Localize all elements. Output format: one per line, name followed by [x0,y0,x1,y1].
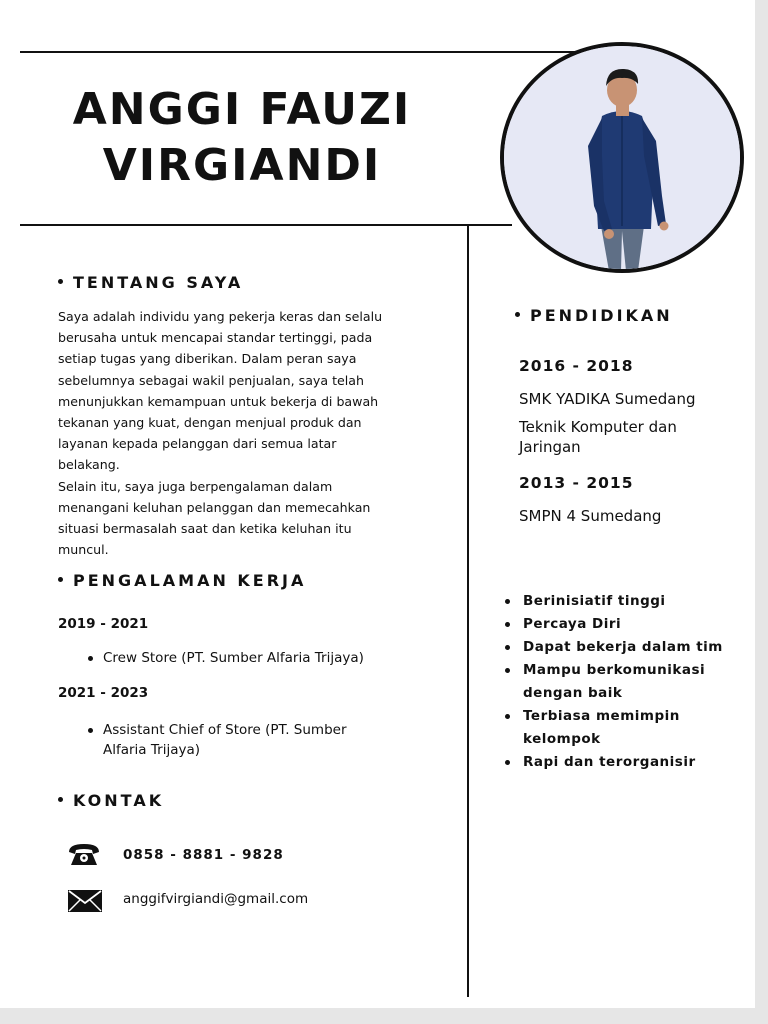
skills-list [505,590,745,774]
experience-years-1: 2019 - 2021 [58,616,149,632]
bullet-dot [505,599,510,604]
telephone-icon [66,842,102,872]
skill-item: Mampu berkomunikasi dengan baik [505,659,745,705]
education-school-2: SMPN 4 Sumedang [519,507,662,525]
envelope-icon [67,889,103,917]
education-heading: PENDIDIKAN [515,306,673,325]
bullet-dot [505,760,510,765]
bullet-dot [505,622,510,627]
education-years-2: 2013 - 2015 [519,474,634,492]
email-address[interactable]: anggifvirgiandi@gmail.com [123,891,309,907]
skill-item: Rapi dan terorganisir [505,751,745,774]
experience-years-2: 2021 - 2023 [58,685,149,701]
bullet-dot [58,279,63,284]
bullet-dot [88,656,93,661]
bullet-dot [505,645,510,650]
about-text: Saya adalah individu yang pekerja keras dan selalu berusaha untuk mencapai standar tertinggi, pada setiap tugas yang diberikan. Dalam peran saya sebelumnya sebagai wakil penjualan, saya telah menunjukkan kemampuan untuk bekerja di bawah tekanan yang kuat, dengan menjual produk dan layanan kepada pelanggan dari semua latar belakang. Selain itu, saya juga berpengalaman dalam menangani keluhan pelanggan dan memecahkan situasi bermasalah saat dan ketika keluhan itu muncul. [58,309,383,558]
bullet-dot [58,797,63,802]
skill-item: Percaya Diri [505,613,745,636]
about-heading: TENTANG SAYA [58,273,243,292]
bullet-dot [515,312,520,317]
full-name [30,82,454,194]
education-major-1: Teknik Komputer dan Jaringan [519,418,677,456]
person-illustration [504,46,740,269]
profile-photo [500,42,744,273]
header-divider [20,224,512,226]
skill-item: Terbiasa memimpin kelompok [505,705,745,751]
top-divider [20,51,620,53]
experience-role-1: Crew Store (PT. Sumber Alfaria Trijaya) [88,648,403,668]
skill-item: Dapat bekerja dalam tim [505,636,745,659]
contact-heading: KONTAK [58,791,164,810]
experience-role-2: Assistant Chief of Store (PT. Sumber Alfaria Trijaya) [88,720,403,760]
experience-heading: PENGALAMAN KERJA [58,571,306,590]
column-divider [467,225,469,997]
education-years-1: 2016 - 2018 [519,357,634,375]
bullet-dot [88,728,93,733]
name-line-2: VIRGIANDI [102,140,382,191]
bullet-dot [505,668,510,673]
bullet-dot [58,577,63,582]
bullet-dot [505,714,510,719]
education-school-1: SMK YADIKA Sumedang [519,390,696,408]
name-line-1: ANGGI FAUZI [72,84,412,135]
skill-item: Berinisiatif tinggi [505,590,745,613]
phone-number[interactable]: 0858 - 8881 - 9828 [123,847,284,863]
